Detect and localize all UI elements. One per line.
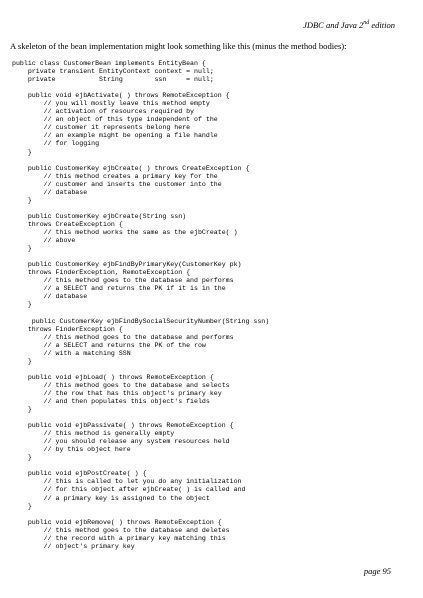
code-line: // activation of resources required by <box>12 108 195 116</box>
code-line: } <box>12 406 32 414</box>
code-line: public CustomerKey ejbFindByPrimaryKey(CustomerKey pk) <box>12 261 242 269</box>
code-line: public void ejbPassivate( ) throws RemoteException { <box>12 422 234 430</box>
code-line: // customer and inserts the customer into the <box>12 180 222 188</box>
header-suffix: edition <box>369 20 395 30</box>
code-line: } <box>12 357 32 365</box>
code-listing <box>12 60 269 551</box>
code-line: // an object of this type independent of the <box>12 116 218 124</box>
page-number: page 95 <box>363 566 391 576</box>
code-line: // this method goes to the database and deletes <box>12 526 230 534</box>
code-line: // for logging <box>12 140 100 148</box>
code-line: public CustomerKey ejbCreate( ) throws CreateException { <box>12 164 250 172</box>
code-line: // customer it represents belong here <box>12 124 191 132</box>
code-line: throws FinderException, RemoteException { <box>12 269 191 277</box>
code-line: // this method goes to the database and performs <box>12 277 234 285</box>
header-superscript: nd <box>363 19 370 26</box>
code-line: throws CreateException { <box>12 220 123 228</box>
code-line: throws FinderException { <box>12 325 123 333</box>
intro-paragraph: A skeleton of the bean implementation might look something like this (minus the method bodies): <box>10 41 347 51</box>
code-line: } <box>12 454 32 462</box>
code-line: // for this object after ejbCreate( ) is called and <box>12 486 246 494</box>
code-line: // a SELECT and returns the PK of the row <box>12 341 206 349</box>
running-header <box>303 20 395 30</box>
code-line: } <box>12 196 32 204</box>
code-line: private String ssn = null; <box>12 76 214 84</box>
code-line: // this is called to let you do any initialization <box>12 478 242 486</box>
code-line: // this method works the same as the ejbCreate( ) <box>12 228 238 236</box>
code-line: // a SELECT and returns the PK if it is in the <box>12 285 226 293</box>
code-line: public void ejbLoad( ) throws RemoteException { <box>12 373 214 381</box>
code-line: // you will mostly leave this method empty <box>12 100 210 108</box>
code-line: } <box>12 301 32 309</box>
code-line: // with a matching SSN <box>12 349 131 357</box>
code-line: // above <box>12 237 76 245</box>
code-line: } <box>12 245 32 253</box>
code-line: // this method creates a primary key for the <box>12 172 218 180</box>
code-line: // database <box>12 188 88 196</box>
code-line: // the row that has this object's primary key <box>12 389 222 397</box>
code-line: // by this object here <box>12 446 131 454</box>
code-line: // you should release any system resources held <box>12 438 230 446</box>
code-line: public CustomerKey ejbCreate(String ssn) <box>12 212 187 220</box>
code-line: // object's primary key <box>12 542 135 550</box>
code-line: // database <box>12 293 88 301</box>
code-line: public CustomerKey ejbFindBySocialSecurityNumber(String ssn) <box>12 317 270 325</box>
code-line: // a primary key is assigned to the object <box>12 494 210 502</box>
code-line: public class CustomerBean implements EntityBean { <box>12 60 206 67</box>
code-line: public void ejbActivate( ) throws RemoteException { <box>12 92 230 100</box>
code-line: // this method goes to the database and performs <box>12 333 234 341</box>
code-line: } <box>12 502 32 510</box>
code-line: // the record with a primary key matching this <box>12 534 226 542</box>
code-line: // an example might be opening a file handle <box>12 132 218 140</box>
code-line: public void ejbPostCreate( ) { <box>12 470 147 478</box>
header-title: JDBC and Java 2 <box>303 20 364 30</box>
code-line: public void ejbRemove( ) throws RemoteException { <box>12 518 222 526</box>
code-line: // this method goes to the database and selects <box>12 381 230 389</box>
code-line: // this method is generally empty <box>12 430 175 438</box>
code-line: private transient EntityContext context = null; <box>12 68 214 76</box>
code-line: // and then populates this object's fields <box>12 397 210 405</box>
code-line: } <box>12 148 32 156</box>
